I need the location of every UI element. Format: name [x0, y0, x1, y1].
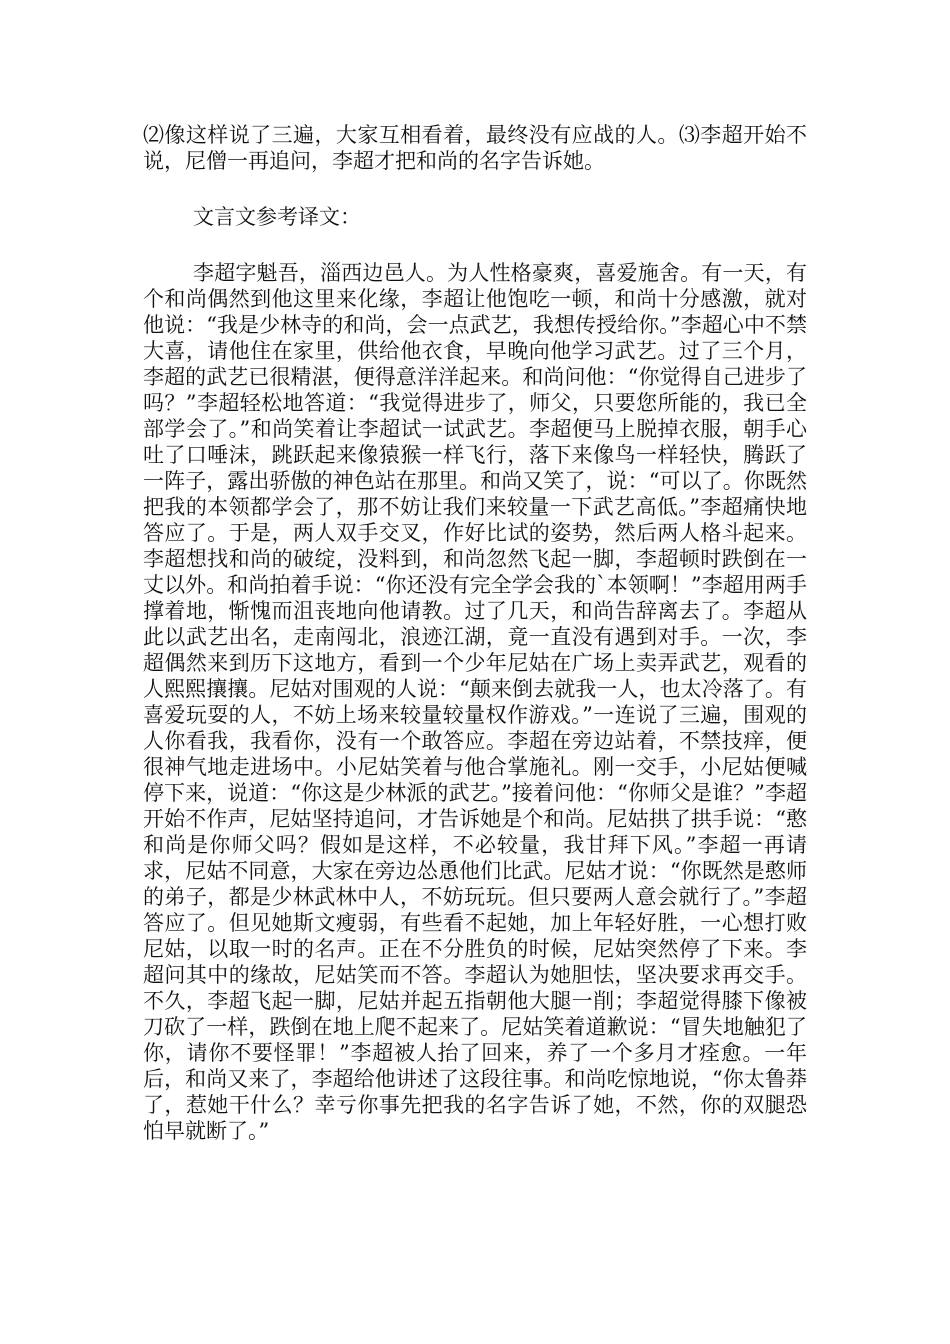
- document-body: [143, 122, 807, 1144]
- answers-paragraph: ⑵像这样说了三遍，大家互相看着，最终没有应战的人。⑶李超开始不说，尼僧一再追问，李超才把和尚的名字告诉她。: [143, 123, 807, 173]
- translation-paragraph: 李超字魁吾，淄西边邑人。为人性格豪爽，喜爱施舍。有一天，有个和尚偶然到他这里来化缘，李超让他饱吃一顿，和尚十分感激，就对他说：“我是少林寺的和尚，会一点武艺，我想传授给你。”李超心中不禁大喜，请他住在家里，供给他衣食，早晚向他学习武艺。过了三个月，李超的武艺已很精湛，便得意洋洋起来。和尚问他：“你觉得自己进步了吗？”李超轻松地答道：“我觉得进步了，师父，只要您所能的，我已全部学会了。”和尚笑着让李超试一试武艺。李超便马上脱掉衣服，朝手心吐了口唾沫，跳跃起来像猿猴一样飞行，落下来像鸟一样轻快，腾跃了一阵子，露出骄傲的神色站在那里。和尚又笑了，说：“可以了。你既然把我的本领都学会了，那不妨让我们来较量一下武艺高低。”李超痛快地答应了。于是，两人双手交叉，作好比试的姿势，然后两人格斗起来。李超想找和尚的破绽，没料到，和尚忽然飞起一脚，李超顿时跌倒在一丈以外。和尚拍着手说：“你还没有完全学会我的`本领啊！”李超用两手撑着地，惭愧而沮丧地向他请教。过了几天，和尚告辞离去了。李超从此以武艺出名，走南闯北，浪迹江湖，竟一直没有遇到对手。一次，李超偶然来到历下这地方，看到一个少年尼姑在广场上卖弄武艺，观看的人熙熙攘攘。尼姑对围观的人说：“颠来倒去就我一人，也太冷落了。有喜爱玩耍的人，不妨上场来较量较量权作游戏。”一连说了三遍，围观的人你看我，我看你，没有一个敢答应。李超在旁边站着，不禁技痒，便很神气地走进场中。小尼姑笑着与他合掌施礼。刚一交手，小尼姑便喊停下来，说道：“你这是少林派的武艺。”接着问他：“你师父是谁？”李超开始不作声，尼姑坚持追问，才告诉她是个和尚。尼姑拱了拱手说：“憨和尚是你师父吗？假如是这样，不必较量，我甘拜下风。”李超一再请求，尼姑不同意，大家在旁边怂恿他们比武。尼姑才说：“你既然是憨师的弟子，都是少林武林中人，不妨玩玩。但只要两人意会就行了。”李超答应了。但见她斯文瘦弱，有些看不起她，加上年轻好胜，一心想打败尼姑，以取一时的名声。正在不分胜负的时候，尼姑突然停了下来。李超问其中的缘故，尼姑笑而不答。李超认为她胆怯，坚决要求再交手。不久，李超飞起一脚，尼姑并起五指朝他大腿一削；李超觉得膝下像被刀砍了一样，跌倒在地上爬不起来了。尼姑笑着道歉说：“冒失地触犯了你，请你不要怪罪！”李超被人抬了回来，养了一个多月才痊愈。一年后，和尚又来了，李超给他讲述了这段往事。和尚吃惊地说，“你太鲁莽了，惹她干什么？幸亏你事先把我的名字告诉了她，不然，你的双腿恐怕早就断了。”: [143, 261, 807, 1143]
- translation-heading: 文言文参考译文：: [193, 205, 361, 229]
